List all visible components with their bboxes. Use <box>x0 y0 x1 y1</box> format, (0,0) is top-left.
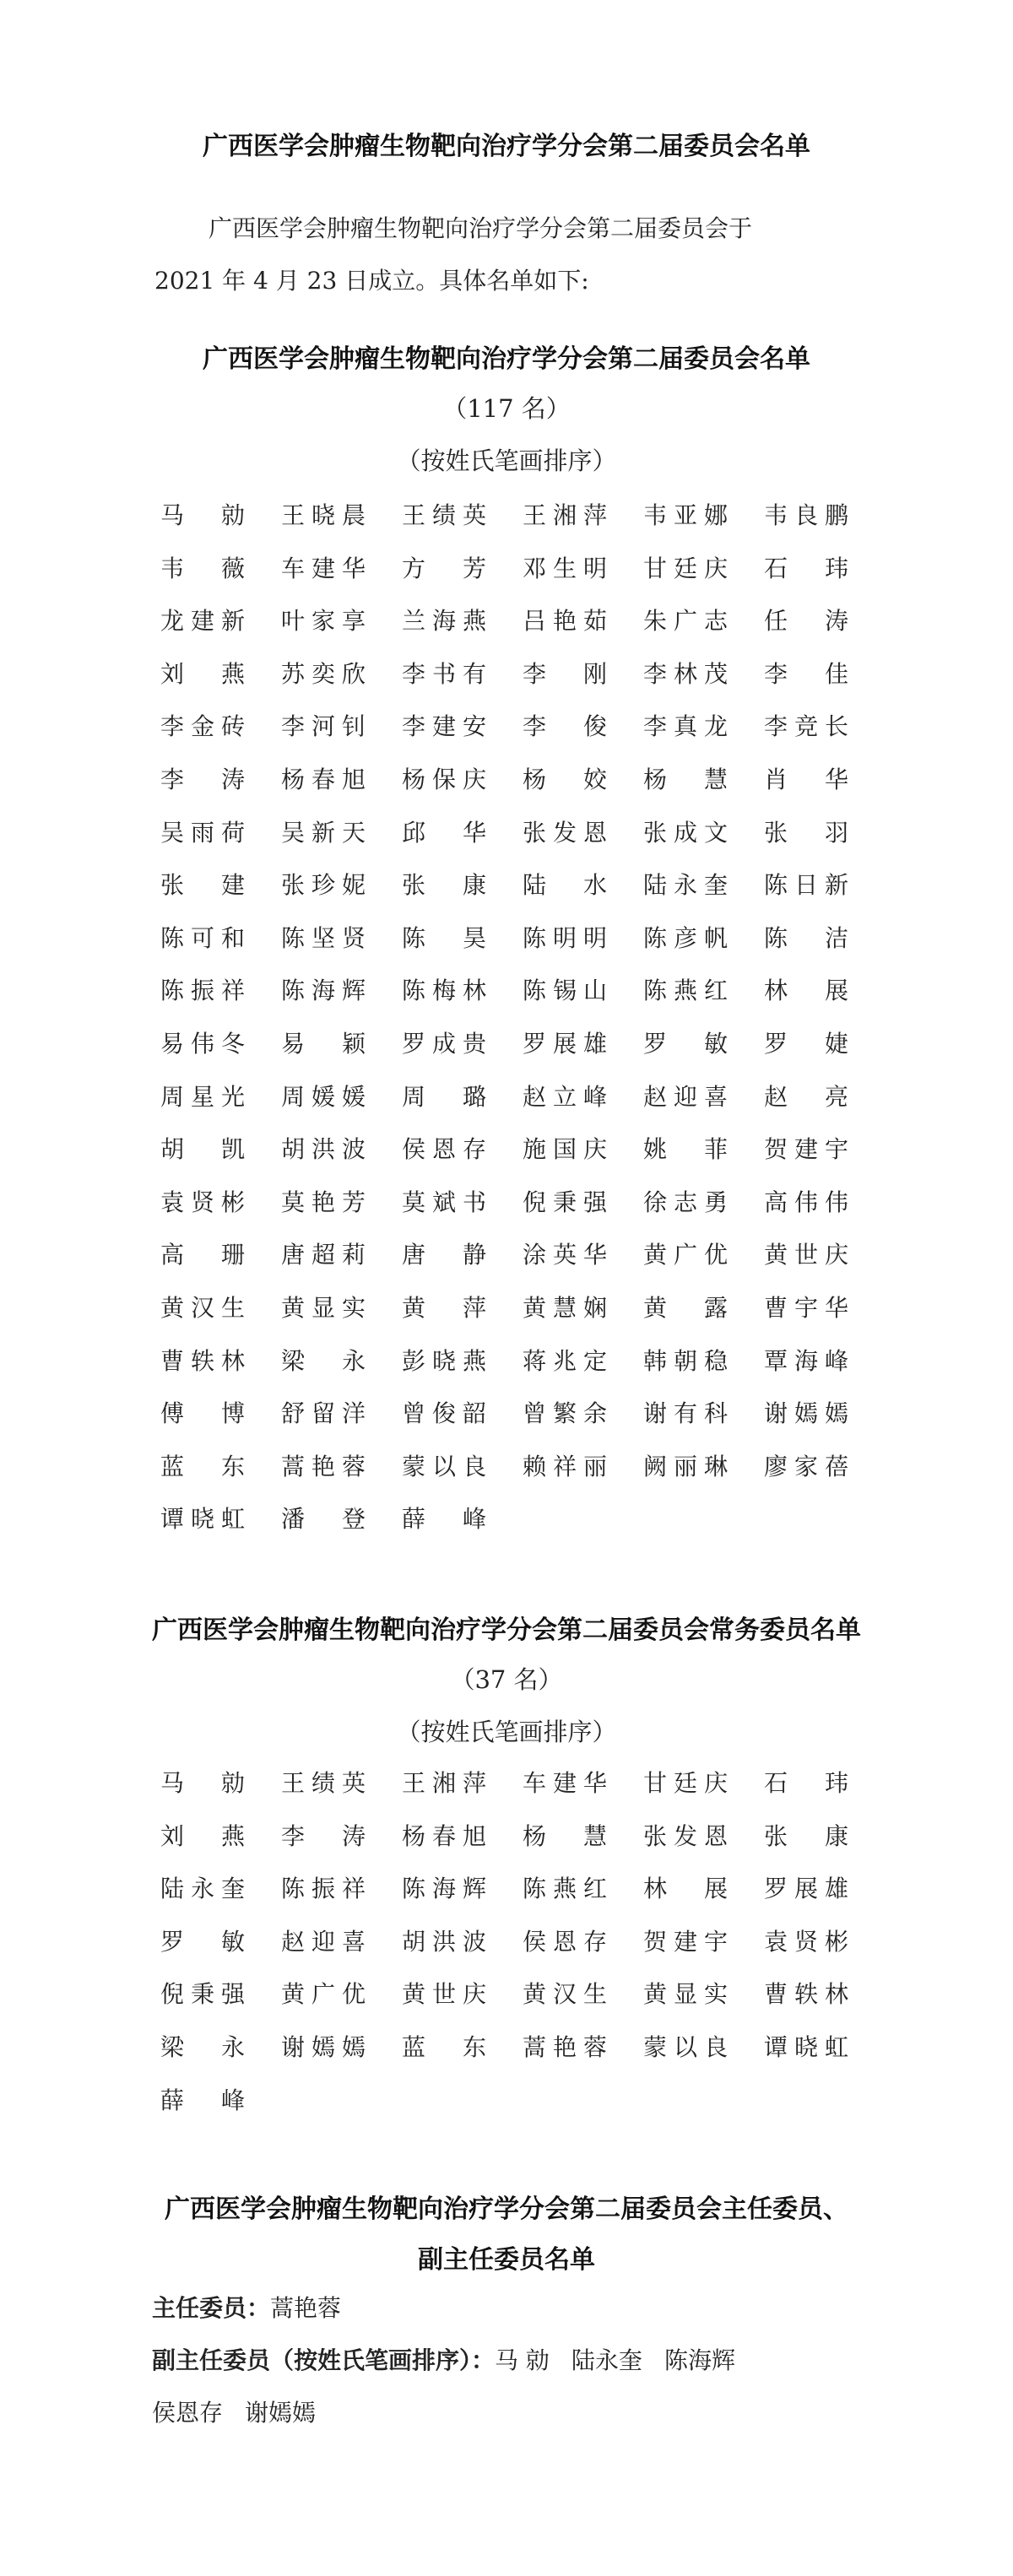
member-name: 张发恩 <box>523 818 607 847</box>
member-name: 杨春旭 <box>281 765 366 793</box>
member-name: 杨春旭 <box>402 1821 486 1850</box>
member-name: 赵迎喜 <box>643 1082 728 1111</box>
member-name: 方 芳 <box>402 554 486 582</box>
member-name: 蓝 东 <box>402 2032 486 2061</box>
section-count-standing: （37 名） <box>450 1665 563 1694</box>
member-name: 莫斌书 <box>402 1188 486 1216</box>
member-name: 高伟伟 <box>764 1188 848 1216</box>
member-name: 黄显实 <box>643 1980 728 2009</box>
member-name: 杨 慧 <box>523 1821 607 1850</box>
member-name: 朱广志 <box>643 607 728 636</box>
member-name: 黄广优 <box>643 1241 728 1269</box>
member-name: 胡洪波 <box>281 1135 366 1164</box>
member-name: 罗 敏 <box>643 1029 728 1058</box>
member-name: 韩朝稳 <box>643 1346 728 1375</box>
member-name: 陈梅林 <box>402 977 486 1005</box>
vice-chair-name: 马 勍 <box>495 2346 550 2374</box>
member-name: 黄 露 <box>643 1293 728 1322</box>
member-name: 甘廷庆 <box>643 1769 728 1797</box>
member-name: 王晓晨 <box>281 501 366 529</box>
member-name: 杨 慧 <box>643 765 728 793</box>
member-name: 易 颖 <box>281 1029 366 1058</box>
member-name: 施国庆 <box>523 1135 607 1164</box>
section-order-standing: （按姓氏笔画排序） <box>396 1718 617 1746</box>
member-name: 张 建 <box>160 871 245 900</box>
member-name: 倪秉强 <box>160 1980 245 2009</box>
member-name: 李林茂 <box>643 659 728 688</box>
member-name: 王绩英 <box>402 501 486 529</box>
member-name: 蒿艳蓉 <box>523 2032 607 2061</box>
member-name: 赵迎喜 <box>281 1927 366 1956</box>
member-name: 黄世庆 <box>764 1241 848 1269</box>
section-order-committee: （按姓氏笔画排序） <box>396 446 617 475</box>
member-name: 车建华 <box>281 554 366 582</box>
member-name: 张珍妮 <box>281 871 366 900</box>
intro-paragraph <box>154 203 880 307</box>
member-name: 陆永奎 <box>643 871 728 900</box>
member-name: 李 涛 <box>160 765 245 793</box>
member-name: 覃海峰 <box>764 1346 848 1375</box>
member-name: 杨保庆 <box>402 765 486 793</box>
member-name: 李书有 <box>402 659 486 688</box>
vice-chair-name: 侯恩存 <box>152 2399 224 2427</box>
committee-names-grid <box>160 490 886 1546</box>
member-name: 周星光 <box>160 1082 245 1111</box>
member-name: 李 刚 <box>523 659 607 688</box>
member-name: 叶家享 <box>281 607 366 636</box>
member-name: 车建华 <box>523 1769 607 1797</box>
member-name: 陆永奎 <box>160 1875 245 1903</box>
member-name: 陈可和 <box>160 923 245 952</box>
section-count-committee: （117 名） <box>442 394 571 423</box>
member-name: 袁贤彬 <box>764 1927 848 1956</box>
member-name: 黄汉生 <box>523 1980 607 2009</box>
member-name: 陈燕红 <box>643 977 728 1005</box>
member-name: 李金砖 <box>160 712 245 741</box>
member-name: 王绩英 <box>281 1769 366 1797</box>
member-name: 蒿艳蓉 <box>281 1452 366 1480</box>
member-name: 龙建新 <box>160 607 245 636</box>
member-name: 曹轶林 <box>160 1346 245 1375</box>
member-name: 陈坚贤 <box>281 923 366 952</box>
intro-line-2: 2021 年 4 月 23 日成立。具体名单如下: <box>154 267 589 295</box>
member-name: 廖家蓓 <box>764 1452 848 1480</box>
member-name: 韦良鹏 <box>764 501 848 529</box>
member-name: 谭晓虹 <box>764 2032 848 2061</box>
member-name: 黄 萍 <box>402 1293 486 1322</box>
member-name: 黄广优 <box>281 1980 366 2009</box>
member-name: 陈海辉 <box>281 977 366 1005</box>
member-name: 蓝 东 <box>160 1452 245 1480</box>
standing-names-grid <box>160 1757 886 2127</box>
member-name: 石 玮 <box>764 1769 848 1797</box>
member-name: 姚 菲 <box>643 1135 728 1164</box>
vice-chair-line-2 <box>152 2387 338 2439</box>
member-name: 陈海辉 <box>402 1875 486 1903</box>
chair-line <box>152 2282 341 2335</box>
member-name: 陈彦帆 <box>643 923 728 952</box>
member-name: 张发恩 <box>643 1821 728 1850</box>
member-name: 刘 燕 <box>160 659 245 688</box>
member-name: 涂英华 <box>523 1241 607 1269</box>
member-name: 陈锡山 <box>523 977 607 1005</box>
member-name: 马 勍 <box>160 1769 245 1797</box>
vice-chair-name: 谢嫣嫣 <box>245 2399 317 2427</box>
member-name: 张 羽 <box>764 818 848 847</box>
member-name: 韦亚娜 <box>643 501 728 529</box>
member-name: 唐超莉 <box>281 1241 366 1269</box>
member-name: 贺建宇 <box>764 1135 848 1164</box>
member-name: 陈明明 <box>523 923 607 952</box>
member-name: 罗成贵 <box>402 1029 486 1058</box>
member-name: 周媛媛 <box>281 1082 366 1111</box>
member-name: 阙丽琳 <box>643 1452 728 1480</box>
member-name: 赵 亮 <box>764 1082 848 1111</box>
member-name: 谢嫣嫣 <box>281 2032 366 2061</box>
member-name: 罗 敏 <box>160 1927 245 1956</box>
member-name: 谭晓虹 <box>160 1505 245 1534</box>
member-name: 刘 燕 <box>160 1821 245 1850</box>
member-name: 吴新天 <box>281 818 366 847</box>
member-name: 罗展雄 <box>764 1875 848 1903</box>
member-name: 薛 峰 <box>402 1505 486 1534</box>
member-name: 邓生明 <box>523 554 607 582</box>
member-name: 倪秉强 <box>523 1188 607 1216</box>
member-name: 侯恩存 <box>402 1135 486 1164</box>
member-name: 袁贤彬 <box>160 1188 245 1216</box>
document-title: 广西医学会肿瘤生物靶向治疗学分会第二届委员会名单 <box>203 132 810 161</box>
member-name: 陆 水 <box>523 871 607 900</box>
vice-chair-label: 副主任委员（按姓氏笔画排序）： <box>152 2346 496 2374</box>
member-name: 高 珊 <box>160 1241 245 1269</box>
member-name: 马 勍 <box>160 501 245 529</box>
member-name: 赵立峰 <box>523 1082 607 1111</box>
member-name: 舒留洋 <box>281 1399 366 1428</box>
member-name: 傅 博 <box>160 1399 245 1428</box>
member-name: 彭晓燕 <box>402 1346 486 1375</box>
member-name: 王湘萍 <box>523 501 607 529</box>
member-name: 陈振祥 <box>281 1875 366 1903</box>
member-name: 薛 峰 <box>160 2086 245 2114</box>
member-name: 苏奕欣 <box>281 659 366 688</box>
member-name: 吕艳茹 <box>523 607 607 636</box>
member-name: 周 璐 <box>402 1082 486 1111</box>
member-name: 罗 婕 <box>764 1029 848 1058</box>
member-name: 黄慧娴 <box>523 1293 607 1322</box>
member-name: 黄世庆 <box>402 1980 486 2009</box>
member-name: 蒙以良 <box>402 1452 486 1480</box>
member-name: 梁 永 <box>160 2032 245 2061</box>
member-name: 唐 静 <box>402 1241 486 1269</box>
member-name: 蒋兆定 <box>523 1346 607 1375</box>
member-name: 陈燕红 <box>523 1875 607 1903</box>
intro-line-1: 广西医学会肿瘤生物靶向治疗学分会第二届委员会于 <box>209 214 753 242</box>
vice-chair-line-1 <box>152 2335 757 2387</box>
vice-chair-name: 陈海辉 <box>664 2346 735 2374</box>
member-name: 谢嫣嫣 <box>764 1399 848 1428</box>
member-name: 黄显实 <box>281 1293 366 1322</box>
section-title-chairs-line-1: 广西医学会肿瘤生物靶向治疗学分会第二届委员会主任委员、 <box>165 2194 848 2224</box>
member-name: 张成文 <box>643 818 728 847</box>
member-name: 肖 华 <box>764 765 848 793</box>
member-name: 李河钊 <box>281 712 366 741</box>
member-name: 李竞长 <box>764 712 848 741</box>
member-name: 甘廷庆 <box>643 554 728 582</box>
member-name: 侯恩存 <box>523 1927 607 1956</box>
member-name: 曹宇华 <box>764 1293 848 1322</box>
member-name: 谢有科 <box>643 1399 728 1428</box>
section-title-chairs-line-2: 副主任委员名单 <box>418 2245 595 2275</box>
member-name: 兰海燕 <box>402 607 486 636</box>
member-name: 陈振祥 <box>160 977 245 1005</box>
section-title-committee: 广西医学会肿瘤生物靶向治疗学分会第二届委员会名单 <box>203 344 810 374</box>
member-name: 潘 登 <box>281 1505 366 1534</box>
member-name: 王湘萍 <box>402 1769 486 1797</box>
member-name: 陈日新 <box>764 871 848 900</box>
member-name: 蒙以良 <box>643 2032 728 2061</box>
member-name: 易伟冬 <box>160 1029 245 1058</box>
chair-label: 主任委员： <box>152 2294 271 2322</box>
member-name: 李 涛 <box>281 1821 366 1850</box>
vice-chair-name: 陆永奎 <box>571 2346 642 2374</box>
member-name: 杨 姣 <box>523 765 607 793</box>
member-name: 林 展 <box>764 977 848 1005</box>
member-name: 黄汉生 <box>160 1293 245 1322</box>
member-name: 曾繁余 <box>523 1399 607 1428</box>
member-name: 曹轶林 <box>764 1980 848 2009</box>
chair-name: 蒿艳蓉 <box>270 2294 342 2322</box>
member-name: 莫艳芳 <box>281 1188 366 1216</box>
member-name: 梁 永 <box>281 1346 366 1375</box>
member-name: 林 展 <box>643 1875 728 1903</box>
member-name: 张 康 <box>402 871 486 900</box>
member-name: 邱 华 <box>402 818 486 847</box>
member-name: 李 俊 <box>523 712 607 741</box>
member-name: 李 佳 <box>764 659 848 688</box>
member-name: 曾俊韶 <box>402 1399 486 1428</box>
member-name: 陈 昊 <box>402 923 486 952</box>
section-title-standing: 广西医学会肿瘤生物靶向治疗学分会第二届委员会常务委员名单 <box>152 1615 861 1645</box>
member-name: 罗展雄 <box>523 1029 607 1058</box>
member-name: 徐志勇 <box>643 1188 728 1216</box>
member-name: 张 康 <box>764 1821 848 1850</box>
member-name: 陈 洁 <box>764 923 848 952</box>
member-name: 石 玮 <box>764 554 848 582</box>
member-name: 吴雨荷 <box>160 818 245 847</box>
member-name: 贺建宇 <box>643 1927 728 1956</box>
member-name: 韦 薇 <box>160 554 245 582</box>
member-name: 胡 凯 <box>160 1135 245 1164</box>
member-name: 赖祥丽 <box>523 1452 607 1480</box>
member-name: 李真龙 <box>643 712 728 741</box>
member-name: 胡洪波 <box>402 1927 486 1956</box>
member-name: 李建安 <box>402 712 486 741</box>
member-name: 任 涛 <box>764 607 848 636</box>
